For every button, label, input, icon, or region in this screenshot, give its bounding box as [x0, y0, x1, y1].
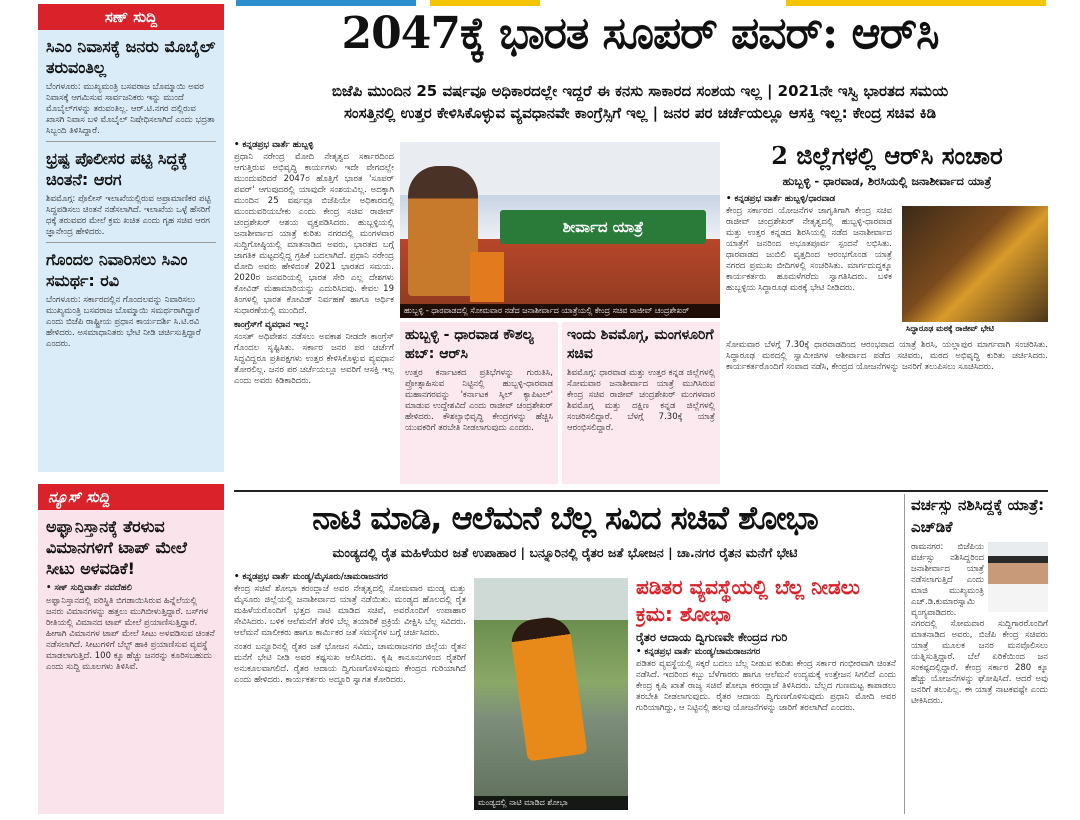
skill-hub-title: ಹುಬ್ಬಳ್ಳಿ - ಧಾರವಾಡ ಕೌಶಲ್ಯ ಹಬ್: ಆರ್‌ಸಿ	[405, 327, 534, 362]
brief-body-1: ಬೆಂಗಳೂರು: ಮುಖ್ಯಮಂತ್ರಿ ಬಸವರಾಜ ಬೊಮ್ಮಾಯಿ ಅವರ ನಿವಾಸಕ್ಕೆ ಆಗಮಿಸುವ ಸಾರ್ವಜನಿಕರು ಇನ್ನು ಮುಂದೆ ಮೊಬೈಲ್‌ಗಳನ್ನು ತರುವಂತಿಲ್ಲ. ಆರ್.ಟಿ.ನಗರ ದಲ್ಲಿರುವ ಖಾಸಗಿ ನಿವಾಸ ಬಳಿ ಮೊಬೈಲ್ ನಿಷೇಧಿಸಲಾಗಿದೆ ಎಂದು ಭದ್ರತಾ ಸಿಬ್ಬಂದಿ ತಿಳಿಸಿದ್ದಾರೆ.	[46, 82, 215, 136]
paddy-photo-caption: ಮಂಡ್ಯದಲ್ಲಿ ನಾಟಿ ಮಾಡಿದ ಶೋಭಾ	[474, 796, 628, 810]
top-strip-left	[236, 0, 416, 6]
shobha-story-title: ನಾಟಿ ಮಾಡಿ, ಆಲೆಮನೆ ಬೆಲ್ಲ ಸವಿದ ಸಚಿವೆ ಶೋಭಾ	[312, 499, 818, 537]
podium	[470, 252, 504, 302]
shobha-byline: • ಕನ್ನಡಪ್ರಭ ವಾರ್ತೆ ಮಂಡ್ಯ/ಮೈಸೂರು/ಚಾಮರಾಜನಗರ	[234, 572, 388, 582]
brief-headline-1: ಸಿಎಂ ನಿವಾಸಕ್ಕೆ ಜನರು ಮೊಬೈಲ್ ತರುವಂತಿಲ್ಲ	[46, 37, 216, 77]
visit-body: ಶಿವಮೊಗ್ಗ: ಧಾರವಾಡ ಮತ್ತು ಉತ್ತರ ಕನ್ನಡ ಜಿಲ್ಲೆಗಳಲ್ಲಿ ಸೋಮವಾರ ಜನಾಶೀರ್ವಾದ ಯಾತ್ರೆ ಮುಗಿಸಿರುವ ಕೇಂದ್ರ ಸಚಿವ ರಾಜೀವ್ ಚಂದ್ರಶೇಖರ್ ಮಂಗಳವಾರ ಶಿವಮೊಗ್ಗ ಮತ್ತು ದಕ್ಷಿಣ ಕನ್ನಡ ಜಿಲ್ಲೆಗಳಲ್ಲಿ ಸಂಚರಿಸಲಿದ್ದಾರೆ. ಬೆಳಗ್ಗೆ 7.30ಕ್ಕೆ ಯಾತ್ರೆ ಆರಂಭಿಸಲಿದ್ದಾರೆ.	[567, 368, 715, 433]
jaggery-byline: • ಕನ್ನಡಪ್ರಭ ವಾರ್ತೆ ಮಂಡ್ಯ/ಚಾಮರಾಜನಗರ	[636, 647, 761, 657]
divider	[46, 141, 216, 142]
visit-title: ಇಂದು ಶಿವಮೊಗ್ಗ, ಮಂಗಳೂರಿಗೆ ಸಚಿವ	[567, 327, 714, 362]
right-story-1-byline: • ಕನ್ನಡಪ್ರಭ ವಾರ್ತೆ ಹುಬ್ಬಳ್ಳಿ/ಧಾರವಾಡ	[726, 194, 836, 204]
page-title: 2047ಕ್ಕೆ ಭಾರತ ಸೂಪರ್ ಪವರ್: ಆರ್‌ಸಿ	[341, 8, 939, 59]
top-strip-right	[786, 0, 1046, 6]
lead-byline: • ಕನ್ನಡಪ್ರಭ ವಾರ್ತೆ ಹುಬ್ಬಳ್ಳಿ	[234, 140, 314, 150]
section-divider	[234, 490, 1048, 492]
hdk-story	[904, 494, 1048, 814]
right-story-1-body: ಕೇಂದ್ರ ಸರ್ಕಾರದ ಯೋಜನೆಗಳ ಜಾಗೃತಿಗಾಗಿ ಕೇಂದ್ರ ಸಚಿವ ರಾಜೀವ್ ಚಂದ್ರಶೇಖರ್ ನೇತೃತ್ವದಲ್ಲಿ ಹುಬ್ಬಳ್ಳಿ-ಧಾರವಾಡ ಮತ್ತು ಉತ್ತರ ಕನ್ನಡದ ಶಿರಸಿಯಲ್ಲಿ ನಡೆದ ಜನಾಶೀರ್ವಾದ ಯಾತ್ರೆಗೆ ಜನರಿಂದ ಅಭೂತಪೂರ್ವ ಸ್ಪಂದನೆ ಲಭಿಸಿತು. ಧಾರವಾಡದ ಜುಬಿಲಿ ವೃತ್ತದಿಂದ ಆರಂಭಗೊಂಡ ಯಾತ್ರೆ ನಗರದ ಪ್ರಮುಖ ಬೀದಿಗಳಲ್ಲಿ ಸಂಚರಿಸಿತು. ಮಾರ್ಗದುದ್ದಕ್ಕೂ ಕಾರ್ಯಕರ್ತರು ಹೂಮಳೆಗರೆದು ಸ್ವಾಗತಿಸಿದರು. ಬಳಿಕ ಹುಬ್ಬಳ್ಳಿಯ ಸಿದ್ಧಾರೂಢ ಮಠಕ್ಕೆ ಭೇಟಿ ನೀಡಿದರು.	[726, 206, 892, 293]
headline-deck-2: ಸಂಸತ್ತಿನಲ್ಲಿ ಉತ್ತರ ಕೇಳಿಸಿಕೊಳ್ಳುವ ವ್ಯವಧಾನವೇ ಕಾಂಗ್ರೆಸ್ಸಿಗೆ ಇಲ್ಲ | ಜನರ ಪರ ಚರ್ಚೆಯಲ್ಲೂ ಆಸಕ್ತಿ ಇಲ್ಲ: ಕೇಂದ್ರ ಸಚಿವ ಕಿಡಿ	[343, 104, 937, 122]
lead-body: ಪ್ರಧಾನಿ ನರೇಂದ್ರ ಮೋದಿ ನೇತೃತ್ವದ ಸರ್ಕಾರದಿಂದ ಆಗುತ್ತಿರುವ ಅಭಿವೃದ್ಧಿ ಕಾರ್ಯಗಳು ಇದೇ ವೇಗದಲ್ಲೇ ಮುಂದುವರಿದರೆ 2047ರ ಹೊತ್ತಿಗೆ ಭಾರತ 'ಸೂಪರ್ ಪವರ್' ಆಗುವುದರಲ್ಲಿ ಯಾವುದೇ ಸಂಶಯವಿಲ್ಲ. ಅದಕ್ಕಾಗಿ ಮುಂದಿನ 25 ವರ್ಷವೂ ಬಿಜೆಪಿಯೇ ಅಧಿಕಾರದಲ್ಲಿ ಮುಂದುವರಿಯಬೇಕು ಎಂದು ಕೇಂದ್ರ ಸಚಿವ ರಾಜೀವ್ ಚಂದ್ರಶೇಖರ್ ಆಶಯ ವ್ಯಕ್ತಪಡಿಸಿದರು. ಹುಬ್ಬಳ್ಳಿಯಲ್ಲಿ ಜನಾಶೀರ್ವಾದ ಯಾತ್ರೆ ಕುರಿತು ನಗರದಲ್ಲಿ ಮಂಗಳವಾರ ಸುದ್ದಿಗೋಷ್ಠಿಯಲ್ಲಿ ಮಾತನಾಡಿದ ಅವರು, ಭಾರತದ ಬಗ್ಗೆ ಜಾಗತಿಕ ಮಟ್ಟದಲ್ಲಿದ್ದ ಗ್ರಹಿಕೆ ಬದಲಾಗಿದೆ. ಪ್ರಧಾನಿ ನರೇಂದ್ರ ಮೋದಿ ಅವರು ಹೇಳಿದಂತೆ 2021 ಭಾರತದ ಸಮಯ. 2020ರ ಜನವರಿಯಲ್ಲಿ ಭಾರತ ಸೇರಿ ಎಲ್ಲ ದೇಶಗಳು ಕೋವಿಡ್ ಮಹಾಮಾರಿಯನ್ನು ಎದುರಿಸಿದವು. ಕೇವಲ 19 ತಿಂಗಳಲ್ಲಿ ಭಾರತ ಕೋವಿಡ್ ನಿರ್ವಹಣೆ ಹಾಗೂ ಆರ್ಥಿಕ ಸುಧಾರಣೆಯಲ್ಲಿ ಮುಂದಿದೆ.	[234, 152, 394, 316]
skill-hub-body: ಉತ್ತರ ಕರ್ನಾಟಕದ ಪ್ರತಿಭೆಗಳನ್ನು ಗುರುತಿಸಿ, ಪ್ರೋತ್ಸಾಹಿಸುವ ನಿಟ್ಟಿನಲ್ಲಿ ಹುಬ್ಬಳ್ಳಿ-ಧಾರವಾಡ ಮಹಾನಗರವನ್ನು 'ಕರ್ನಾಟಕ ಸ್ಕಿಲ್ ಕ್ಯಾಪಿಟಲ್' ಮಾಡುವ ಉದ್ದೇಶವಿದೆ ಎಂದು ರಾಜೀವ್ ಚಂದ್ರಶೇಖರ್ ಹೇಳಿದರು. ಕೌಶಲ್ಯಾಭಿವೃದ್ಧಿ ಕೇಂದ್ರಗಳನ್ನು ಹೆಚ್ಚಿಸಿ ಯುವಕರಿಗೆ ತರಬೇತಿ ನೀಡಲಾಗುವುದು ಎಂದರು.	[405, 368, 553, 433]
banner-graphic: ಶೀರ್ವಾದ ಯಾತ್ರೆ	[500, 210, 706, 244]
brief-headline-3: ಗೊಂದಲ ನಿವಾರಿಸಲು ಸಿಎಂ ಸಮರ್ಥ: ರವಿ	[46, 250, 188, 290]
headline-deck-1: ಬಿಜೆಪಿ ಮುಂದಿನ 25 ವರ್ಷವೂ ಅಧಿಕಾರದಲ್ಲೇ ಇದ್ದರೆ ಈ ಕನಸು ಸಾಕಾರದ ಸಂಶಯ ಇಲ್ಲ | 2021ನೇ ಇಸ್ವಿ ಭಾರತದ ಸಮಯ	[331, 82, 949, 100]
lead-story-column	[234, 138, 394, 484]
right-story-1-deck: ಹುಬ್ಬಳ್ಳಿ - ಧಾರವಾಡ, ಶಿರಸಿಯಲ್ಲಿ ಜನಾಶೀರ್ವಾದ ಯಾತ್ರೆ	[782, 174, 992, 188]
jaggery-body: ಪಡಿತರ ವ್ಯವಸ್ಥೆಯಲ್ಲಿ ಸಕ್ಕರೆ ಬದಲು ಬೆಲ್ಲ ನೀಡುವ ಕುರಿತು ಕೇಂದ್ರ ಸರ್ಕಾರ ಗಂಭೀರವಾಗಿ ಚಿಂತನೆ ನಡೆಸಿದೆ. ಇದರಿಂದ ಕಬ್ಬು ಬೆಳೆಗಾರರು ಹಾಗೂ ಆಲೆಮನೆ ಉದ್ಯಮಕ್ಕೆ ಉತ್ತೇಜನ ಸಿಗಲಿದೆ ಎಂದು ಕೇಂದ್ರ ಕೃಷಿ ಖಾತೆ ರಾಜ್ಯ ಸಚಿವೆ ಶೋಭಾ ಕರಂದ್ಲಾಜೆ ತಿಳಿಸಿದರು. ಬೆಲ್ಲದ ಗುಣಮಟ್ಟ ಕಾಪಾಡಲು ತರಬೇತಿ ನೀಡಲಾಗುವುದು. ರೈತರ ಆದಾಯ ದ್ವಿಗುಣಗೊಳಿಸುವುದು ಪ್ರಧಾನಿ ಮೋದಿ ಅವರ ಗುರಿಯಾಗಿದ್ದು, ಆ ನಿಟ್ಟಿನಲ್ಲಿ ಹಲವು ಯೋಜನೆಗಳನ್ನು ಜಾರಿಗೆ ತರಲಾಗಿದೆ ಎಂದರು.	[636, 659, 896, 713]
shobha-story-head	[234, 494, 896, 568]
lead-body-2: ಸಂಸತ್ ಅಧಿವೇಶನ ನಡೆಸಲು ಅವಕಾಶ ನೀಡದೇ ಕಾಂಗ್ರೆಸ್ ಗೊಂದಲ ಸೃಷ್ಟಿಸಿತು. ಸರ್ಕಾರ ಜನರ ಪರ ಚರ್ಚೆಗೆ ಸಿದ್ಧವಿದ್ದರೂ ಪ್ರತಿಪಕ್ಷಗಳು ಉತ್ತರ ಕೇಳಿಸಿಕೊಳ್ಳುವ ವ್ಯವಧಾನ ತೋರಲಿಲ್ಲ. ಜನರ ಪರ ಚರ್ಚೆಯಲ್ಲೂ ಅವರಿಗೆ ಆಸಕ್ತಿ ಇಲ್ಲ ಎಂದು ಅವರು ಕಿಡಿಕಾರಿದರು.	[234, 332, 394, 386]
news-body: ಅಫ್ಘಾನಿಸ್ತಾನದಲ್ಲಿ ಪರಿಸ್ಥಿತಿ ಬಿಗಡಾಯಿಸಿರುವ ಹಿನ್ನೆಲೆಯಲ್ಲಿ ಜನರು ವಿಮಾನಗಳನ್ನು ಹತ್ತಲು ಮುಗಿಬೀಳುತ್ತಿದ್ದಾರೆ. ಬಸ್‌ಗಳ ರೀತಿಯಲ್ಲಿ ವಿಮಾನದ ಟಾಪ್ ಮೇಲೆ ಪ್ರಯಾಣಿಸುತ್ತಿದ್ದಾರೆ. ಹೀಗಾಗಿ ವಿಮಾನಗಳ ಟಾಪ್ ಮೇಲೆ ಸೀಟು ಅಳವಡಿಸುವ ಚಿಂತನೆ ನಡೆಸಲಾಗಿದೆ. ಸೀಟುಗಳಿಗೆ ಬೆಲ್ಟ್ ಹಾಕಿ ಪ್ರಯಾಣಿಸುವ ವ್ಯವಸ್ಥೆ ಮಾಡಲಾಗುತ್ತಿದೆ. 100 ಕ್ಕೂ ಹೆಚ್ಚು ಜನರನ್ನು ಕೂರಿಸಬಹುದು ಎಂದು ಸುದ್ದಿ ಮೂಲಗಳು ತಿಳಿಸಿವೆ.	[46, 596, 215, 672]
right-story-1-title: 2 ಜಿಲ್ಲೆಗಳಲ್ಲಿ ಆರ್‌ಸಿ ಸಂಚಾರ	[771, 141, 1003, 170]
hdk-title: ವರ್ಚಸ್ಸು ನಶಿಸಿದ್ದಕ್ಕೆ ಯಾತ್ರೆ: ಎಚ್‌ಡಿಕೆ	[911, 496, 1045, 536]
news-headline: ಅಫ್ಘಾನಿಸ್ತಾನಕ್ಕೆ ತೆರಳುವ ವಿಮಾನಗಳಿಗೆ ಟಾಪ್ ಮೇಲೆ ಸೀಟು ಅಳವಡಿಕೆ!	[46, 517, 187, 578]
paddy-photo	[474, 578, 628, 810]
speaker-figure	[408, 166, 478, 296]
section-label-news: ನ್ಯೂಸ್ ಸುದ್ದಿ	[38, 484, 224, 510]
woman-figure	[509, 615, 588, 762]
lead-subhead: ಕಾಂಗ್ರೆಸ್‌ಗೆ ವ್ಯವಧಾನ ಇಲ್ಲ:	[234, 320, 309, 330]
brief-body-3: ಬೆಂಗಳೂರು: ಸರ್ಕಾರದಲ್ಲಿನ ಗೊಂದಲವನ್ನು ನಿವಾರಿಸಲು ಮುಖ್ಯಮಂತ್ರಿ ಬಸವರಾಜ ಬೊಮ್ಮಾಯಿ ಸಮರ್ಥರಾಗಿದ್ದಾರೆ ಎಂದು ಬಿಜೆಪಿ ರಾಷ್ಟ್ರೀಯ ಪ್ರಧಾನ ಕಾರ್ಯದರ್ಶಿ ಸಿ.ಟಿ.ರವಿ ಹೇಳಿದರು. ಅಸಮಾಧಾನಿತರು ಭೇಟಿ ನೀಡಿ ಚರ್ಚಿಸುತ್ತಿದ್ದಾರೆ ಎಂದರು.	[46, 295, 201, 349]
section-label-brief: ಸಣ್ ಸುದ್ದಿ	[38, 4, 224, 30]
main-headline-block	[234, 8, 1046, 136]
lead-photo-caption: ಹುಬ್ಬಳ್ಳಿ - ಧಾರವಾಡದಲ್ಲಿ ಸೋಮವಾರ ನಡೆದ ಜನಾಶೀರ್ವಾದ ಯಾತ್ರೆಯಲ್ಲಿ ಕೇಂದ್ರ ಸಚಿವ ರಾಜೀವ್ ಚಂದ್ರಶೇಖರ್	[400, 304, 720, 318]
temple-photo-caption: ಸಿದ್ಧಾರೂಢ ಮಠಕ್ಕೆ ರಾಜೀವ್ ಭೇಟಿ	[902, 322, 1048, 336]
shobha-body-2: ನಂತರ ಬನ್ನೂರಿನಲ್ಲಿ ರೈತರ ಜತೆ ಭೋಜನ ಸವಿದು, ಚಾಮರಾಜನಗರ ಜಿಲ್ಲೆಯ ರೈತನ ಮನೆಗೆ ಭೇಟಿ ನೀಡಿ ಅವರ ಕಷ್ಟಸುಖ ಆಲಿಸಿದರು. ಕೃಷಿ ಕಾನೂನುಗಳಿಂದ ರೈತರಿಗೆ ಅನುಕೂಲವಾಗಲಿದೆ. ರೈತರ ಆದಾಯ ದ್ವಿಗುಣಗೊಳಿಸುವುದು ಕೇಂದ್ರದ ಗುರಿಯಾಗಿದೆ ಎಂದು ಹೇಳಿದರು. ಕಾರ್ಯಕರ್ತರು ಅದ್ದೂರಿ ಸ್ವಾಗತ ಕೋರಿದರು.	[234, 642, 466, 685]
jaggery-story	[636, 574, 896, 814]
brief-body-2: ಶಿವಮೊಗ್ಗ: ಪೊಲೀಸ್ ಇಲಾಖೆಯಲ್ಲಿರುವ ಅಪ್ರಾಮಾಣಿಕರ ಪಟ್ಟಿ ಸಿದ್ಧಪಡಿಸಲು ಚಿಂತನೆ ನಡೆಸಲಾಗಿದೆ. ಇಲಾಖೆಯ ಒಳ್ಳೆ ಹೆಸರಿಗೆ ಧಕ್ಕೆ ತರುವವರ ಮೇಲೆ ಕ್ರಮ ಖಚಿತ ಎಂದು ಗೃಹ ಸಚಿವ ಆರಗ ಜ್ಞಾನೇಂದ್ರ ಹೇಳಿದರು.	[46, 194, 211, 237]
skill-hub-box	[400, 322, 558, 484]
shobha-story-deck: ಮಂಡ್ಯದಲ್ಲಿ ರೈತ ಮಹಿಳೆಯರ ಜತೆ ಉಪಾಹಾರ | ಬನ್ನೂರಿನಲ್ಲಿ ರೈತರ ಜತೆ ಭೋಜನ | ಚಾ.ನಗರ ರೈತನ ಮನೆಗೆ ಭೇಟಿ	[332, 545, 798, 560]
left-news-panel	[38, 484, 224, 814]
divider	[46, 242, 216, 243]
left-briefs-panel	[38, 4, 224, 472]
hdk-body: ರಾಮನಗರ: ಬಿಜೆಪಿಯ ವರ್ಚಸ್ಸು ನಶಿಸಿದ್ದರಿಂದ ಜನಾಶೀರ್ವಾದ ಯಾತ್ರೆ ನಡೆಸಲಾಗುತ್ತಿದೆ ಎಂದು ಮಾಜಿ ಮುಖ್ಯಮಂತ್ರಿ ಎಚ್.ಡಿ.ಕುಮಾರಸ್ವಾಮಿ ವ್ಯಂಗ್ಯವಾಡಿದರು. ನಗರದಲ್ಲಿ ಸೋಮವಾರ ಸುದ್ದಿಗಾರರೊಂದಿಗೆ ಮಾತನಾಡಿದ ಅವರು, ಬಿಜೆಪಿ ಕೇಂದ್ರ ಸಚಿವರು ಯಾತ್ರೆ ಮೂಲಕ ಜನರ ಮನವೊಲಿಸಲು ಯತ್ನಿಸುತ್ತಿದ್ದಾರೆ. ಬೆಲೆ ಏರಿಕೆಯಿಂದ ಜನ ಸಂಕಷ್ಟದಲ್ಲಿದ್ದಾರೆ. ಕೇಂದ್ರ ಸರ್ಕಾರ 280 ಕ್ಕೂ ಹೆಚ್ಚು ಯೋಜನೆಗಳನ್ನು ಘೋಷಿಸಿದೆ. ಆದರೆ ಅವು ಜನರಿಗೆ ತಲುಪಿಲ್ಲ. ಈ ಯಾತ್ರೆ ನಾಟಕವಷ್ಟೇ ಎಂದು ಟೀಕಿಸಿದರು.	[911, 542, 1048, 706]
top-strip-mid	[430, 0, 540, 6]
news-byline: • ಸಣ್ ಸುದ್ದಿವಾರ್ತೆ ನವದೆಹಲಿ	[46, 583, 132, 593]
jaggery-deck: ರೈತರ ಆದಾಯ ದ್ವಿಗುಣವೇ ಕೇಂದ್ರದ ಗುರಿ	[636, 630, 788, 644]
brief-headline-2: ಭ್ರಷ್ಟ ಪೊಲೀಸರ ಪಟ್ಟಿ ಸಿದ್ಧಕ್ಕೆ ಚಿಂತನೆ: ಆರಗ	[46, 149, 188, 189]
right-story-1	[726, 140, 1048, 484]
lead-photo	[400, 142, 720, 318]
visit-box	[562, 322, 720, 484]
shobha-story-body-block	[234, 570, 466, 814]
jaggery-title: ಪಡಿತರ ವ್ಯವಸ್ಥೆಯಲ್ಲಿ ಬೆಲ್ಲ ನೀಡಲು ಕ್ರಮ: ಶೋಭಾ	[636, 575, 861, 626]
right-story-1-body-2: ಸೋಮವಾರ ಬೆಳಗ್ಗೆ 7.30ಕ್ಕೆ ಧಾರವಾಡದಿಂದ ಆರಂಭವಾದ ಯಾತ್ರೆ ಶಿರಸಿ, ಯಲ್ಲಾಪುರ ಮಾರ್ಗವಾಗಿ ಸಂಚರಿಸಿತು. ಸಿದ್ಧಾರೂಢ ಮಠದಲ್ಲಿ ಸ್ವಾಮೀಜಿಗಳ ಆಶೀರ್ವಾದ ಪಡೆದ ಸಚಿವರು, ಮಠದ ಅಭಿವೃದ್ಧಿ ಕುರಿತು ಚರ್ಚಿಸಿದರು. ಕಾರ್ಯಕರ್ತರೊಂದಿಗೆ ಸಂವಾದ ನಡೆಸಿ, ಕೇಂದ್ರದ ಯೋಜನೆಗಳನ್ನು ಜನರಿಗೆ ತಲುಪಿಸಲು ಸೂಚಿಸಿದರು.	[726, 340, 1048, 372]
temple-photo	[902, 206, 1048, 336]
shobha-body: ಕೇಂದ್ರ ಸಚಿವೆ ಶೋಭಾ ಕರಂದ್ಲಾಜೆ ಅವರ ನೇತೃತ್ವದಲ್ಲಿ ಸೋಮವಾರ ಮಂಡ್ಯ ಮತ್ತು ಮೈಸೂರು ಜಿಲ್ಲೆಯಲ್ಲಿ ಜನಾಶೀರ್ವಾದ ಯಾತ್ರೆ ನಡೆಯಿತು. ಮಂಡ್ಯದ ಹೊಲದಲ್ಲಿ ರೈತ ಮಹಿಳೆಯರೊಂದಿಗೆ ಭತ್ತದ ನಾಟಿ ಮಾಡಿದ ಸಚಿವೆ, ಅವರೊಂದಿಗೆ ಉಪಾಹಾರ ಸೇವಿಸಿದರು. ಬಳಿಕ ಆಲೆಮನೆಗೆ ತೆರಳಿ ಬೆಲ್ಲ ತಯಾರಿಕೆ ಪ್ರಕ್ರಿಯೆ ವೀಕ್ಷಿಸಿ ಬೆಲ್ಲ ಸವಿದರು. ಆಲೆಮನೆ ಮಾಲೀಕರು ಹಾಗೂ ಕಾರ್ಮಿಕರ ಜತೆ ಸಮಸ್ಯೆಗಳ ಬಗ್ಗೆ ಚರ್ಚಿಸಿದರು.	[234, 584, 466, 638]
hdk-photo	[988, 542, 1048, 612]
